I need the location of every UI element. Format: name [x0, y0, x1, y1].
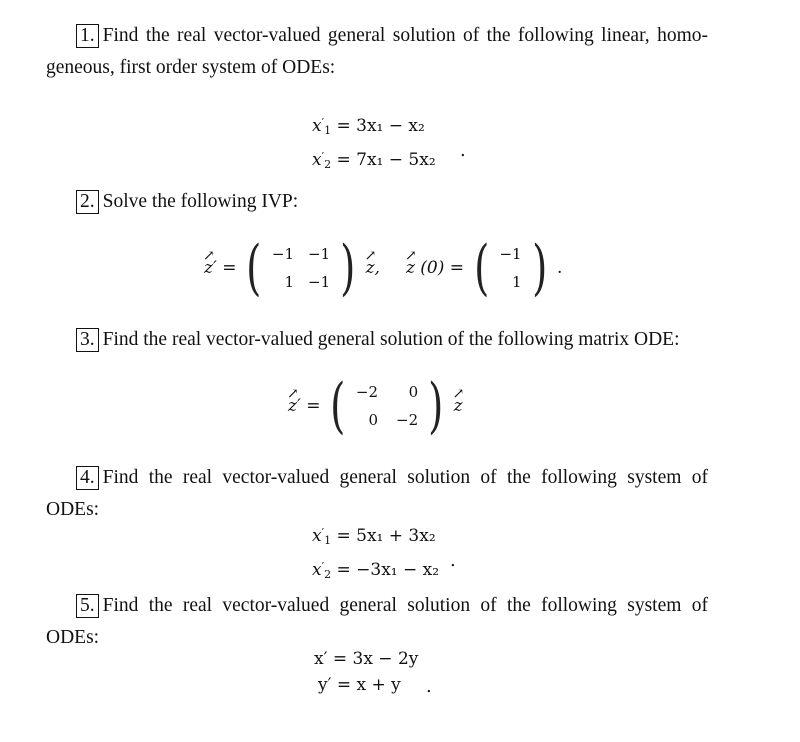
equation-system-4: $x'_1 = 5x_1 + 3x_2$ $x'_2 = -3x_1 - x_2$ .	[312, 526, 456, 581]
problem-statement: Find the real vector-valued general solution of the following system of ODEs:	[46, 595, 708, 648]
problem-statement: Solve the following IVP:	[102, 191, 299, 212]
problem-4	[46, 462, 708, 526]
equation-system-1: $x'_1 = 3x_1 - x_2$ $x'_2 = 7x_1 - 5x_2$ .	[312, 116, 466, 171]
ivp-equation: ↗ z′ = ( −1 −1 1 −1 ) ↗ z, ↗ z (0) = ( −1 1 ) .	[204, 238, 562, 298]
problem-statement: Find the real vector-valued general solution of the following system of ODEs:	[46, 467, 708, 520]
coefficient-matrix: −2 0 0 −2	[355, 383, 419, 429]
problem-statement: Find the real vector-valued general solution of the following matrix ODE:	[102, 329, 680, 350]
initial-condition: ↗ z (0) =	[406, 255, 464, 281]
matrix-ode: ↗ z′ = ( −2 0 0 −2 ) ↗ z	[288, 376, 463, 436]
coefficient-matrix: −1 −1 1 −1	[271, 245, 331, 291]
equation-system-5: x′ = 3x − 2y y′ = x + y .	[314, 649, 432, 697]
problem-number: 1.	[76, 24, 99, 48]
problem-2	[46, 186, 708, 218]
problem-number: 5.	[76, 594, 99, 618]
z-vector: ↗ z′ =	[204, 255, 236, 281]
problem-1	[46, 20, 708, 84]
problem-3	[46, 324, 708, 356]
problem-number: 3.	[76, 328, 99, 352]
problem-number: 4.	[76, 466, 99, 490]
z-vector: ↗ z′ =	[288, 393, 320, 419]
problem-number: 2.	[76, 190, 99, 214]
problem-5	[46, 590, 708, 654]
problem-statement: Find the real vector-valued general solution of the following linear, homo- geneous, first order system of ODEs:	[46, 25, 708, 78]
initial-vector: −1 1	[499, 245, 522, 291]
